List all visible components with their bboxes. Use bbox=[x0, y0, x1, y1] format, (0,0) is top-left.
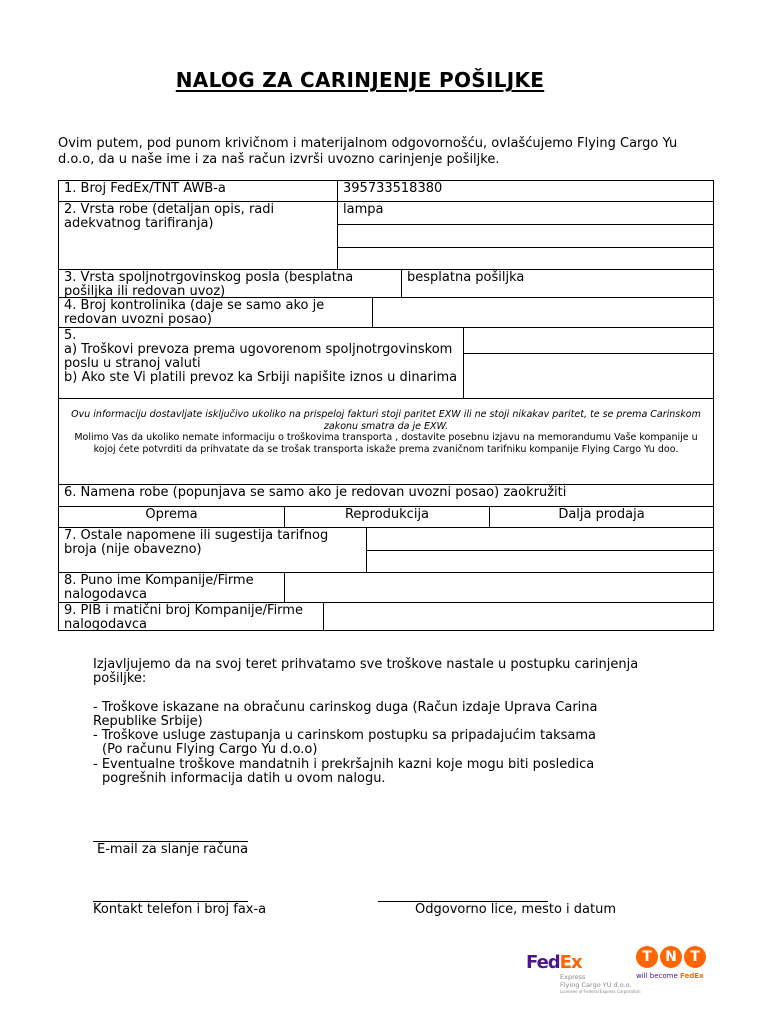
exw-notice-italic: Ovu informaciju dostavljate isključivo ukoliko na prispeloj fakturi stoji paritet EXW ili ne stoji nikakav paritet, te se prema Carinskom zakonu smatra da je EXW. bbox=[71, 409, 701, 432]
goods-type-field-3[interactable] bbox=[337, 247, 714, 270]
page-title bbox=[0, 68, 720, 92]
fedex-logo bbox=[526, 952, 641, 1003]
trade-type-field[interactable]: besplatna pošiljka bbox=[401, 269, 714, 298]
fedex-logo-fed: Fed bbox=[526, 952, 560, 973]
declaration-item-2a: - Troškove usluge zastupanja u carinskom postupku sa pripadajućim taksama bbox=[93, 728, 597, 743]
tnt-logo-tagline bbox=[636, 972, 716, 980]
goods-type-label: 2. Vrsta robe (detaljan opis, radi adekvatnog tarifiranja) bbox=[58, 201, 338, 270]
purpose-label: 6. Namena robe (popunjava se samo ako je redovan uvozni posao) zaokružiti bbox=[58, 484, 714, 507]
notes-field-1[interactable] bbox=[366, 527, 714, 551]
declaration-item-3b: pogrešnih informacija datih u ovom nalogu. bbox=[102, 771, 386, 786]
tnt-logo-n: N bbox=[660, 946, 682, 968]
transport-foreign-currency-field[interactable] bbox=[463, 327, 714, 354]
email-label: E-mail za slanje računa bbox=[97, 842, 249, 857]
tnt-tagline-fedex: FedEx bbox=[680, 972, 704, 980]
purpose-option-oprema[interactable]: Oprema bbox=[58, 506, 285, 528]
company-pib-field[interactable] bbox=[323, 602, 714, 631]
transport-costs-a: a) Troškovi prevoza prema ugovorenom spoljnotrgovinskom poslu u stranoj valuti bbox=[64, 342, 453, 371]
control-number-field[interactable] bbox=[372, 297, 714, 328]
purpose-option-dalja-prodaja[interactable]: Dalja prodaja bbox=[489, 506, 714, 528]
declaration-item-1: - Troškove iskazane na obračunu carinskog duga (Račun izdaje Uprava Carina Republike Srbije) bbox=[93, 700, 598, 730]
fedex-logo-express: Express bbox=[560, 973, 586, 981]
transport-costs-label bbox=[58, 327, 464, 399]
fedex-logo-licensee: Licensee of Federal Express Corporation bbox=[560, 989, 641, 994]
exw-notice bbox=[58, 398, 714, 485]
intro-paragraph: Ovim putem, pod punom krivičnom i materijalnom odgovornošću, ovlašćujemo Flying Cargo Yu d.o.o, da u naše ime i za naš račun izvrši uvozno carinjenje pošiljke. bbox=[58, 136, 678, 167]
tnt-logo bbox=[636, 946, 716, 998]
tnt-logo-t2: T bbox=[684, 946, 706, 968]
exw-notice-text: Molimo Vas da ukoliko nemate informaciju o troškovima transporta , dostavite posebnu izjavu na memorandumu Vaše kompanije u kojoj ćete potvrditi da prihvatate da se trošak transporta iskaže prema zvaničnom tarifniku kompanije Flying Cargo Yu doo. bbox=[74, 432, 698, 455]
tnt-logo-t1: T bbox=[636, 946, 658, 968]
notes-field-2[interactable] bbox=[366, 550, 714, 573]
transport-costs-b: b) Ako ste Vi platili prevoz ka Srbiji napišite iznos u dinarima bbox=[64, 370, 458, 385]
transport-dinar-field[interactable] bbox=[463, 353, 714, 399]
phone-label: Kontakt telefon i broj fax-a bbox=[93, 902, 267, 917]
goods-type-field-2[interactable] bbox=[337, 224, 714, 248]
purpose-option-reprodukcija[interactable]: Reprodukcija bbox=[284, 506, 490, 528]
company-name-label: 8. Puno ime Kompanije/Firme nalogodavca bbox=[58, 572, 285, 603]
declaration-intro: Izjavljujemo da na svoj teret prihvatamo sve troškove nastale u postupku carinjenja pošiljke: bbox=[93, 657, 639, 687]
notes-label: 7. Ostale napomene ili sugestija tarifnog broja (nije obavezno) bbox=[58, 527, 367, 573]
fedex-logo-agent: Flying Cargo YU d.o.o. bbox=[560, 981, 632, 989]
awb-label: 1. Broj FedEx/TNT AWB-a bbox=[58, 180, 338, 202]
responsible-label: Odgovorno lice, mesto i datum bbox=[415, 902, 616, 917]
company-name-field[interactable] bbox=[284, 572, 714, 603]
control-number-label: 4. Broj kontrolinika (daje se samo ako je redovan uvozni posao) bbox=[58, 297, 373, 328]
fedex-logo-ex: Ex bbox=[559, 952, 582, 973]
company-pib-label: 9. PIB i matični broj Kompanije/Firme nalogodavca bbox=[58, 602, 324, 631]
goods-type-field-1[interactable]: lampa bbox=[337, 201, 714, 225]
awb-number-field[interactable]: 395733518380 bbox=[337, 180, 714, 202]
tnt-tagline-text: will become bbox=[636, 972, 678, 980]
page-title-text: NALOG ZA CARINJENJE POŠILJKE bbox=[175, 68, 545, 92]
trade-type-label: 3. Vrsta spoljnotrgovinskog posla (besplatna pošiljka ili redovan uvoz) bbox=[58, 269, 402, 298]
declaration-item-3a: - Eventualne troškove mandatnih i prekršajnih kazni koje mogu biti posledica bbox=[93, 757, 595, 772]
transport-costs-number: 5. bbox=[64, 328, 77, 343]
declaration-item-2b: (Po računu Flying Cargo Yu d.o.o) bbox=[102, 742, 318, 757]
